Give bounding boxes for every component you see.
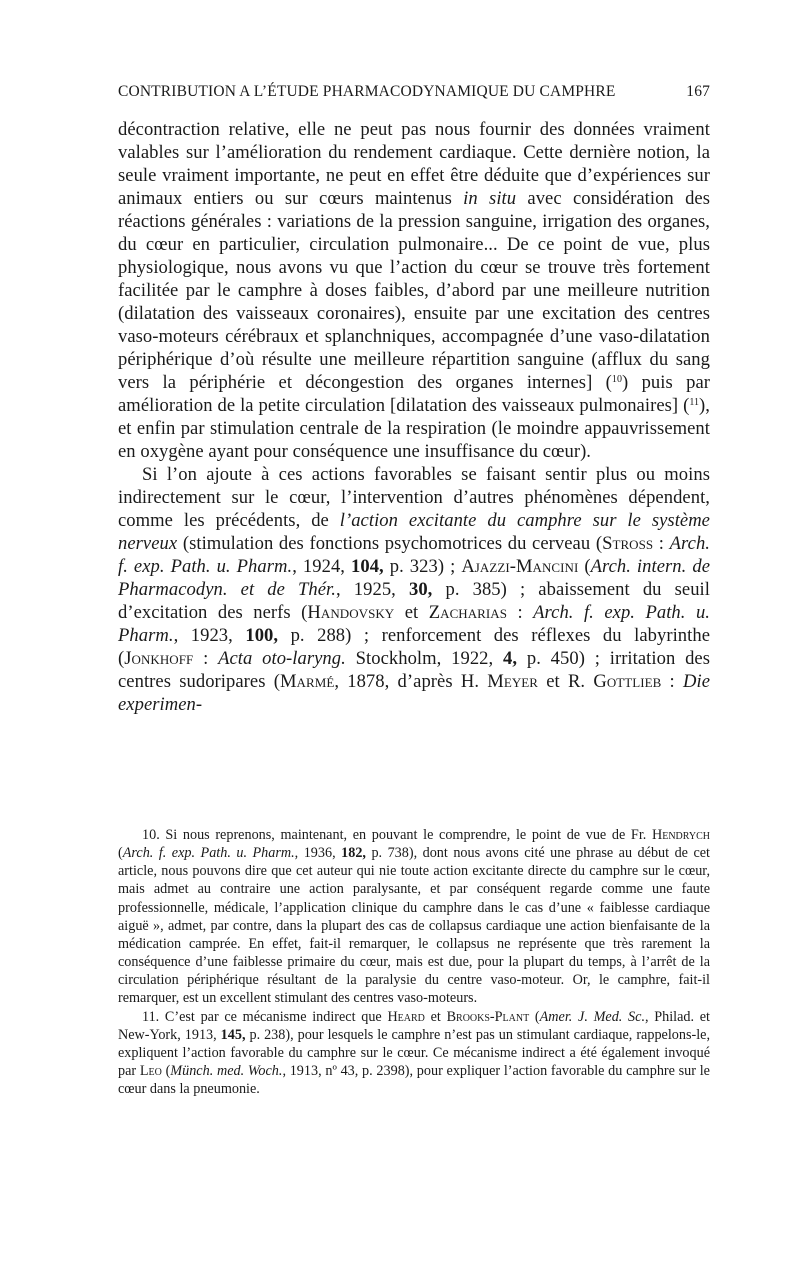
- footnote-10: 10. Si nous reprenons, maintenant, en pouvant le comprendre, le point de vue de Fr. Hendrych (Arch. f. exp. Path. u. Pharm., 1936, 182, p. 738), dont nous avons cité une phrase au début de cet article, nous pouvons dire que cet auteur qui nie toute action excitante directe du camphre sur le cœur, mais admet au contraire une action paralysante, et par conséquent regarde comme une faute professionnelle, médicale, l’application clinique du camphre dans le cas d’une « faiblesse cardiaque aiguë », admet, par contre, dans la plupart des cas de collapsus cardiaque une action bienfaisante de la médication camprée. En effet, fait-il remarquer, le collapsus ne représente que très rarement la conséquence d’une faiblesse primaire du cœur, mais est due, pour la plupart du temps, à l’arrêt de la circulation périphérique résultant de la paralysie du centre vaso-moteur. Or, le camphre, fait-il remarquer, est un excellent stimulant des centres vaso-moteurs.: [118, 827, 710, 1007]
- footnote-ref-10[interactable]: 10: [611, 374, 623, 385]
- main-text: [118, 118, 710, 716]
- footnote-11: 11. C’est par ce mécanisme indirect que Heard et Brooks-Plant (Amer. J. Med. Sc., Philad. et New-York, 1913, 145, p. 238), pour lesquels le camphre n’est pas un stimulant cardiaque, rappelons-le, expliquent l’action favorable du camphre sur le cœur. Ce mécanisme indirect a été également invoqué par Leo (Münch. med. Woch., 1913, nº 43, p. 2398), pour expliquer l’action favorable du camphre sur le cœur dans la pneumonie.: [118, 1008, 710, 1098]
- page-number: 167: [686, 83, 710, 100]
- paragraph-2: Si l’on ajoute à ces actions favorables se faisant sentir plus ou moins indirectement sur le cœur, l’intervention d’autres phénomènes dépendent, comme les précédents, de l’action excitante du camphre sur le système nerveux (stimulation des fonctions psychomotrices du cerveau (Stross : Arch. f. exp. Path. u. Pharm., 1924, 104, p. 323) ; Ajazzi-Mancini (Arch. intern. de Pharmacodyn. et de Thér., 1925, 30, p. 385) ; abaissement du seuil d’excitation des nerfs (Handovsky et Zacharias : Arch. f. exp. Path. u. Pharm., 1923, 100, p. 288) ; renforcement des réflexes du labyrinthe (Jonkhoff : Acta oto-laryng. Stockholm, 1922, 4, p. 450) ; irritation des centres sudoripares (Marmé, 1878, d’après H. Meyer et R. Gottlieb : Die experimen-: [118, 464, 711, 715]
- paragraph-1: décontraction relative, elle ne peut pas nous fournir des données vraiment valables sur l’amélioration du rendement cardiaque. Cette dernière notion, la seule vraiment importante, ne peut en effet être déduite que d’expériences sur animaux entiers ou sur cœurs maintenus in situ avec considération des réactions générales : variations de la pression sanguine, irrigation des organes, du cœur en particulier, circulation pulmonaire... De ce point de vue, plus physiologique, nous avons vu que l’action du cœur se trouve très fortement facilitée par le camphre à doses faibles, d’abord par une meilleure nutrition (dilatation des vaisseaux coronaires), ensuite par une excitation des centres vaso-moteurs cérébraux et splanchniques, accompagnée d’une vaso-dilatation périphérique d’où résulte une meilleure répartition sanguine (afflux du sang vers la périphérie et décongestion des organes internes] ($^{10}$) puis par amélioration de la petite circulation [dilatation des vaisseaux pulmonaires] ($^{11}$), et enfin par stimulation centrale de la respiration (le moindre appauvrissement en oxygène ayant pour conséquence une insuffisance du cœur).: [118, 119, 711, 462]
- running-title: CONTRIBUTION A L’ÉTUDE PHARMACODYNAMIQUE DU CAMPHRE: [118, 83, 616, 100]
- footnote-ref-11[interactable]: 11: [689, 397, 700, 408]
- running-header: [118, 83, 710, 105]
- footnotes: [118, 826, 710, 1098]
